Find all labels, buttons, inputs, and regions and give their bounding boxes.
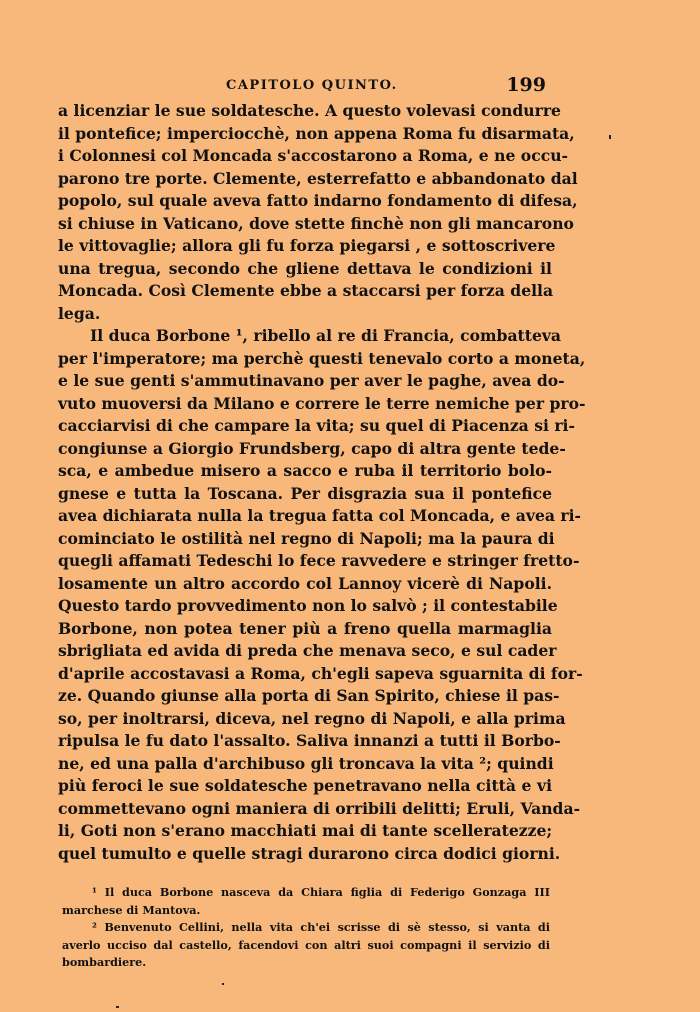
footnote-line: ² Benvenuto Cellini, nella vita ch'ei scrisse di sè stesso, si vanta di [92,920,550,934]
text-line: per l'imperatore; ma perchè questi tenevalo corto a moneta, [58,348,586,368]
text-line: a licenziar le sue soldatesche. A questo volevasi condurre [58,101,561,120]
text-line: commettevano ogni maniera di orribili delitti; Eruli, Vanda- [58,798,581,818]
text-line: lega. [58,303,101,323]
text-line: ze. Quando giunse alla porta di San Spirito, chiese il pas- [58,686,560,705]
scan-speck [609,135,611,139]
running-title: CAPITOLO QUINTO. [226,78,398,93]
footnotes [62,884,550,972]
text-line: quegli affamati Tedeschi lo fece ravvedere e stringer fretto- [58,551,580,570]
footnote-line: averlo ucciso dal castello, facendovi con altri suoi compagni il servizio di [62,937,550,952]
text-line: vuto muoversi da Milano e correre le terre nemiche per pro- [58,393,586,413]
text-line: più feroci le sue soldatesche penetravano nella città e vi [58,776,552,795]
scan-speck [222,983,224,985]
text-line: Moncada. Così Clemente ebbe a staccarsi per forza della [58,281,554,300]
text-line: quel tumulto e quelle stragi durarono circa dodici giorni. [58,843,561,863]
page-number: 199 [506,74,546,96]
running-header [58,74,546,98]
text-line: parono tre porte. Clemente, esterrefatto e abbandonato dal [58,168,578,188]
text-line: avea dichiarata nulla la tregua fatta col Moncada, e avea ri- [58,506,582,525]
text-line: losamente un altro accordo col Lannoy vicerè di Napoli. [58,573,552,593]
text-line: cacciarvisi di che campare la vita; su quel di Piacenza si ri- [58,416,575,435]
text-line: cominciato le ostilità nel regno di Napoli; ma la paura di [58,528,555,548]
text-line: Questo tardo provvedimento non lo salvò ; il contestabile [58,596,558,615]
footnote-line: ¹ Il duca Borbone nasceva da Chiara figlia di Federigo Gonzaga III [92,885,550,899]
text-line: so, per inoltrarsi, diceva, nel regno di Napoli, e alla prima [58,708,566,728]
text-line: d'aprile accostavasi a Roma, ch'egli sapeva sguarnita di for- [58,663,583,683]
text-line: ripulsa le fu dato l'assalto. Saliva innanzi a tutti il Borbo- [58,731,561,750]
text-line: ne, ed una palla d'archibuso gli troncava la vita ²; quindi [58,753,554,773]
text-line: le vittovaglie; allora gli fu forza piegarsi , e sottoscrivere [58,236,556,255]
footnote-line: bombardiere. [62,955,147,969]
paragraph-start-line: Il duca Borbone ¹, ribello al re di Francia, combatteva [90,326,562,345]
text-line: gnese e tutta la Toscana. Per disgrazia sua il pontefice [58,483,552,503]
text-line: i Colonnesi col Moncada s'accostarono a Roma, e ne occu- [58,146,569,165]
text-line: congiunse a Giorgio Frundsberg, capo di altra gente tede- [58,438,566,458]
footnote-line: marchese di Mantova. [62,902,201,917]
text-line: Borbone, non potea tener più a freno quella marmaglia [58,618,552,638]
scan-speck [116,1006,119,1008]
text-line: una tregua, secondo che gliene dettava le condizioni il [58,258,552,278]
text-line: il pontefice; imperciocchè, non appena Roma fu disarmata, [58,123,575,143]
text-line: e le sue genti s'ammutinavano per aver le paghe, avea do- [58,371,565,390]
main-text [58,100,586,865]
text-line: sbrigliata ed avida di preda che menava seco, e sul cader [58,641,557,660]
text-line: si chiuse in Vaticano, dove stette finchè non gli mancarono [58,213,574,233]
text-line: popolo, sul quale aveva fatto indarno fondamento di difesa, [58,191,578,210]
text-line: li, Goti non s'erano macchiati mai di tante scelleratezze; [58,821,553,840]
text-line: sca, e ambedue misero a sacco e ruba il territorio bolo- [58,461,552,480]
